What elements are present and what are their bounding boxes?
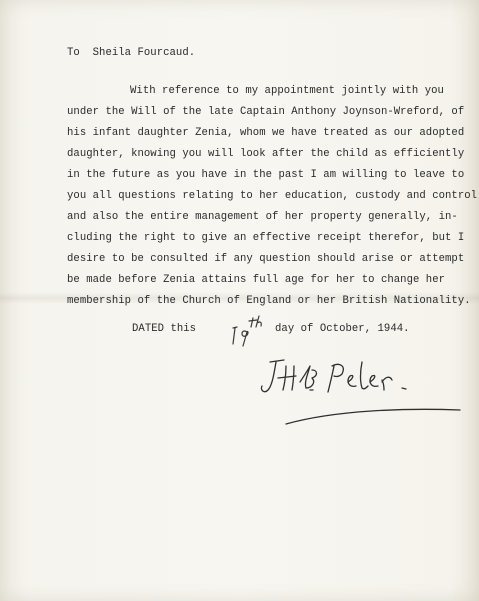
dated-rest: day of October, 1944. [275,323,410,335]
signature [256,352,466,432]
body-line-10: be made before Zenia attains full age for her to change her [67,274,446,286]
body-line-11: membership of the Church of England or her British Nationality. [67,295,471,307]
body-line-4: daughter, knowing you will look after the child as efficiently [67,148,465,160]
body-line-3: his infant daughter Zenia, whom we have treated as our adopted [67,127,465,139]
dated-label: DATED this [132,323,197,335]
body-line-1: With reference to my appointment jointly with you [130,85,444,97]
body-line-6: you all questions relating to her education, custody and control [67,190,478,202]
body-line-9: desire to be consulted if any question should arise or attempt [67,253,465,265]
body-line-2: under the Will of the late Captain Anthony Joynson-Wreford, of [67,106,465,118]
body-line-8: cluding the right to give an effective receipt therefor, but I [67,232,465,244]
addressee-line: To Sheila Fourcaud. [67,47,196,59]
body-line-5: in the future as you have in the past I am willing to leave to [67,169,465,181]
body-line-7: and also the entire management of her property generally, in- [67,211,458,223]
handwritten-day [229,314,267,348]
